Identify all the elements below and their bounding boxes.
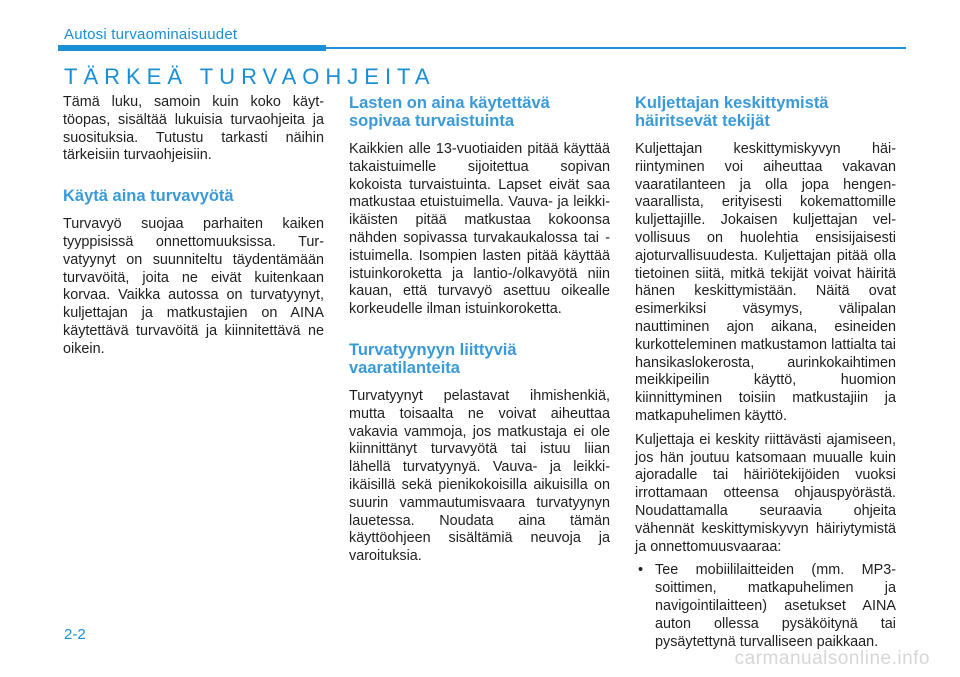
driver-distraction-paragraph-2: Kuljettaja ei keskity riittävästi ajamiseen, jos hän joutuu katsomaan muualle kuin ajoradalle tai häiriötekijöiden vuoksi irrottamaan otteensa ohjauspyörästä. Noudattamalla seuraavia ohjeita vähennät keskittymiskyvyn häiriytymistä ja onnettomuusvaaraa: bbox=[635, 431, 896, 555]
driver-distraction-paragraph-1: Kuljettajan keskittymiskyvyn häiriintyminen voi aiheuttaa vakavan vaaratilanteen ja olla jopa hengenvaarallista, erityisesti kokemattomille kuljettajille. Jokaisen kuljettajan velvollisuus on huolehtia ensisijaisesti ajoturvallisuudesta. Kuljettajan pitää olla tietoinen siitä, mitkä tekijät voivat häiritä hänen keskittymistään. Näitä ovat esimerkiksi väsymys, välipalan nauttiminen ajon aikana, esineiden kurkotteleminen matkustamon lattialta tai hansikaslokerosta, aurinkokaihtimen meikkipeilin käyttö, huomion kiinnittyminen toisiin matkustajiin ja matkapuhelimen käyttö. bbox=[635, 141, 896, 424]
page-number: 2-2 bbox=[64, 626, 86, 643]
section-title: Autosi turvaominaisuudet bbox=[64, 26, 238, 43]
seatbelt-heading: Käytä aina turvavyötä bbox=[63, 187, 234, 206]
driver-tips-list bbox=[635, 562, 896, 651]
column-2 bbox=[349, 94, 610, 572]
column-3 bbox=[635, 94, 896, 651]
bullet-icon: • bbox=[638, 562, 644, 579]
column-1 bbox=[63, 94, 324, 365]
list-item bbox=[635, 562, 896, 651]
watermark: carmanualsonline.info bbox=[734, 648, 930, 669]
page-heading: TÄRKEÄ TURVAOHJEITA bbox=[64, 64, 436, 89]
driver-distraction-heading: Kuljettajan keskittymistä häiritsevät tekijät bbox=[635, 94, 829, 130]
airbag-heading: Turvatyynyyn liittyviä vaaratilanteita bbox=[349, 340, 517, 377]
seatbelt-paragraph: Turvavyö suojaa parhaiten kaiken tyyppisissä onnettomuuksissa. Turvatyynyt on suunniteltu täydentämään turvavöitä, joita ne eivät kuitenkaan korvaa. Vaikka autossa on turvatyynyt, kuljettajan ja matkustajien on AINA käytettävä turvavöitä ja kiinnitettävä ne oikein. bbox=[63, 216, 324, 357]
airbag-paragraph: Turvatyynyt pelastavat ihmishenkiä, mutta toisaalta ne voivat aiheuttaa vakavia vammoja, jos matkustaja ei ole kiinnittänyt turvavyötä tai istuu liian lähellä turvatyynyä. Vauva- ja leikki-ikäisillä sekä pienikokoisilla aikuisilla on suurin vammautumisvaara turvatyynyn lauetessa. Noudata aina tämän käyttöohjeen sisältämiä neuvoja ja varoituksia. bbox=[349, 387, 610, 565]
header-rule-thick bbox=[58, 45, 326, 51]
child-seat-paragraph: Kaikkien alle 13-vuotiaiden pitää käyttää takaistuimelle sijoitettua sopivan kokoista turvaistuinta. Lapset eivät saa matkustaa etuistuimella. Vauva- ja leikki-ikäisten pitää matkustaa kokoonsa nähden sopivassa turvakaukalossa tai -istuimella. Isompien lasten pitää käyttää istuinkoroketta ja lantio-/olkavyötä niin kauan, että turvavyö asettuu oikealle korkeudelle ilman istuinkoroketta. bbox=[349, 141, 610, 318]
header-rule-thin bbox=[326, 47, 906, 49]
child-seat-heading: Lasten on aina käytettävä sopivaa turvaistuinta bbox=[349, 94, 550, 130]
list-item-text: Tee mobiililaitteiden (mm. MP3-soittimen, matkapuhelimen ja navigointilaitteen) asetukset AINA auton ollessa pysäköitynä tai pysäytettynä turvalliseen paikkaan. bbox=[655, 562, 896, 650]
intro-paragraph: Tämä luku, samoin kuin koko käyttöopas, sisältää lukuisia turvaohjeita ja suosituksia. Tutustu tarkasti näihin tärkeisiin turvaohjeisiin. bbox=[63, 94, 324, 164]
